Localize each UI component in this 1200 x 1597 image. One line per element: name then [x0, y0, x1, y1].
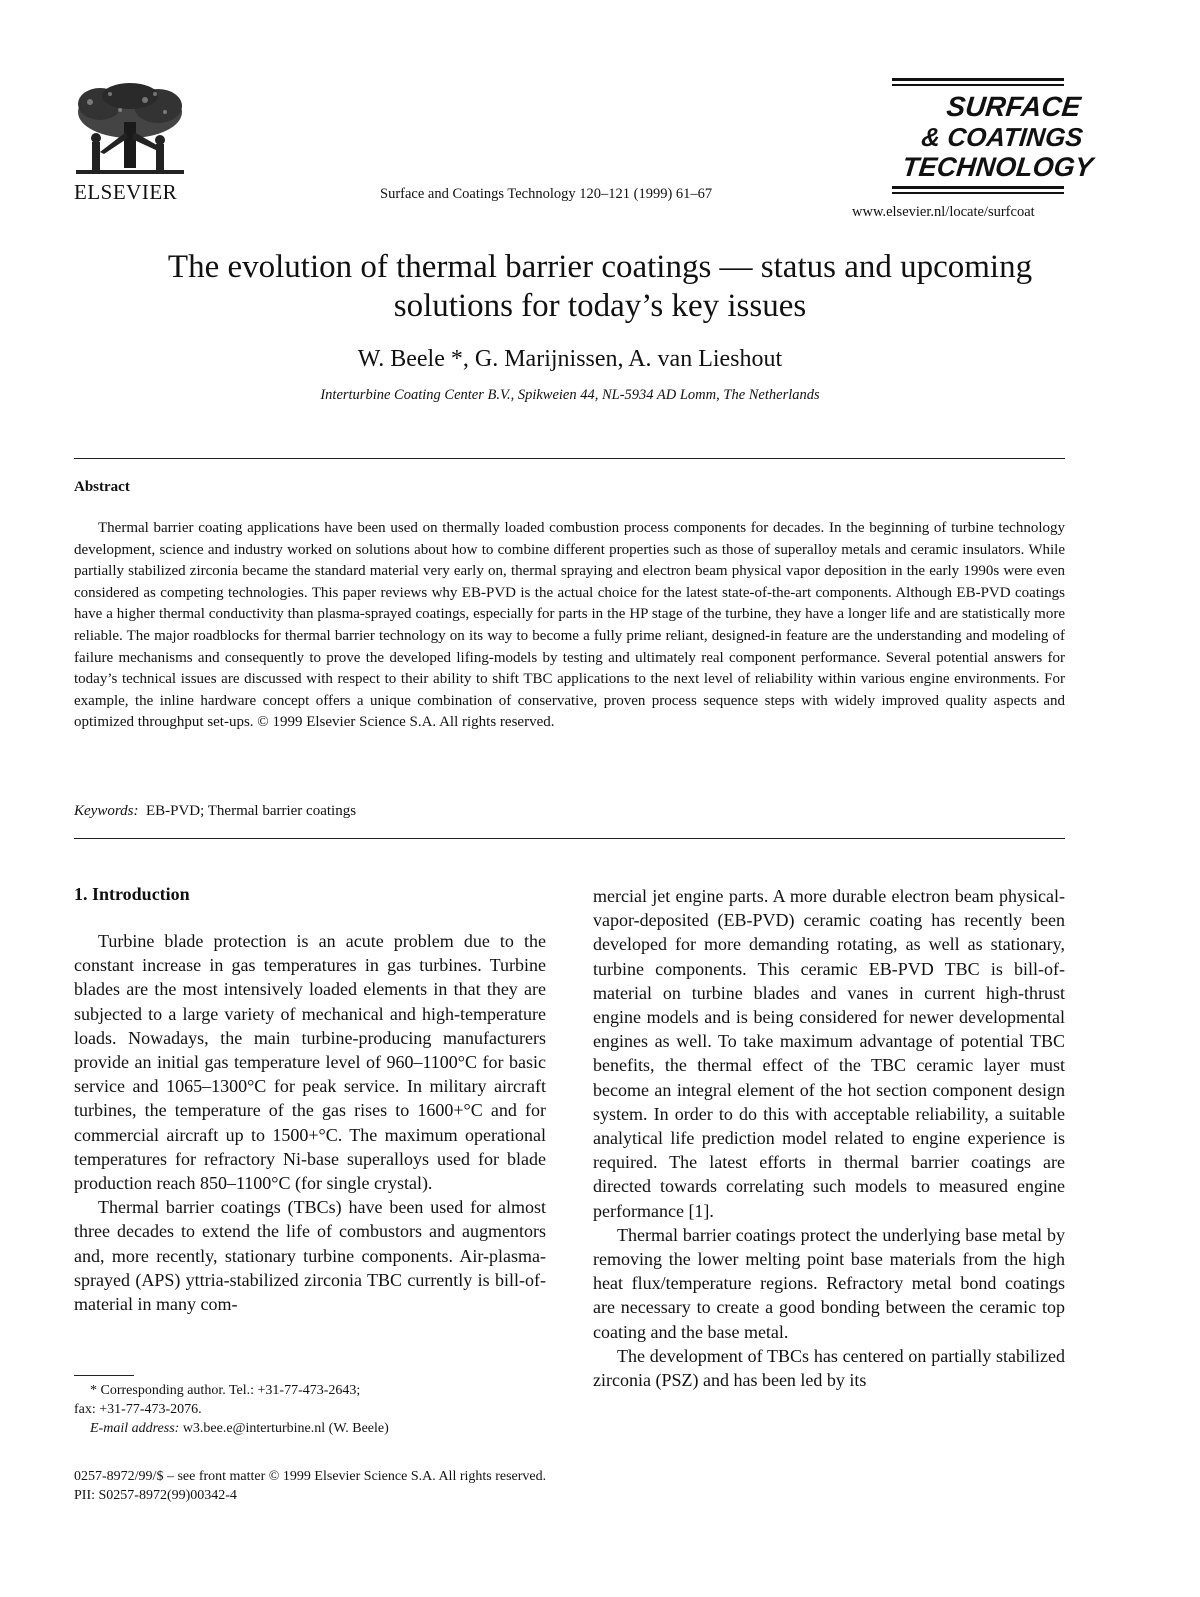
abstract-heading: Abstract — [74, 479, 130, 495]
author-list: W. Beele *, G. Marijnissen, A. van Lieshout — [357, 346, 783, 372]
abstract-body: Thermal barrier coating applications have been used on thermally loaded combustion process components for decades. In the beginning of turbine technology development, science and industry worked on solutions about how to combine different properties such as those of superalloy metals and ceramic insulators. While partially stabilized zirconia became the standard material very early on, thermal spraying and electron beam physical vapor deposition in the early 1990s were even considered as competing technologies. This paper reviews why EB-PVD is the actual choice for the latest state-of-the-art components. Although EB-PVD coatings have a higher thermal conductivity than plasma-sprayed coatings, especially for parts in the HP stage of the turbine, they have a longer life and are statistically more reliable. The major roadblocks for thermal barrier technology on its way to become a fully prime reliant, designed-in feature are the understanding and modeling of failure mechanisms and consequently to prove the developed lifing-models by testing and ultimately real component performance. Several potential answers for today’s technical issues are discussed with respect to their ability to shift TBC applications to the next level of reliability within various engine environments. For example, the inline hardware concept offers a unique combination of conservative, proven process sequence steps with widely improved quality aspects and optimized throughput set-ups. © 1999 Elsevier Science S.A. All rights reserved. — [74, 520, 1065, 731]
body-column-left — [74, 929, 546, 1316]
paragraph: Thermal barrier coatings protect the underlying base metal by removing the lower melting point base materials from the high heat flux/temperature regions. Refractory metal bond coatings are necessary to create a good bonding between the ceramic top coating and the base metal. — [593, 1224, 1065, 1342]
keywords-value: EB-PVD; Thermal barrier coatings — [145, 803, 357, 819]
article-title — [60, 248, 1140, 326]
footnote-fax: fax: +31-77-473-2076. — [74, 1402, 202, 1417]
corresponding-author-footnote — [74, 1381, 546, 1438]
copyright-line: 0257-8972/99/$ – see front matter © 1999 Elsevier Science S.A. All rights reserved. — [74, 1469, 547, 1484]
journal-logo — [890, 76, 1095, 198]
keywords-label: Keywords: — [74, 803, 139, 819]
section-heading-introduction: 1. Introduction — [74, 884, 190, 904]
front-matter — [74, 1467, 546, 1505]
pii-line: PII: S0257-8972(99)00342-4 — [74, 1488, 237, 1503]
abstract-bottom-rule — [74, 838, 1065, 839]
paragraph: The development of TBCs has centered on partially stabilized zirconia (PSZ) and has been led by its — [593, 1345, 1065, 1391]
abstract-top-rule — [74, 458, 1065, 459]
author-affiliation: Interturbine Coating Center B.V., Spikweien 44, NL-5934 AD Lomm, The Netherlands — [320, 387, 820, 403]
email-value[interactable]: w3.bee.e@interturbine.nl (W. Beele) — [182, 1421, 389, 1436]
paragraph: mercial jet engine parts. A more durable electron beam physical-vapor-deposited (EB-PVD) ceramic coating has recently been developed for more demanding rotating, as well as stationary, turbine components. This ceramic EB-PVD TBC is bill-of-material on turbine blades and vanes in current high-thrust engine models and is being considered for newer developmental engines as well. To take maximum advantage of potential TBC benefits, the thermal effect of the TBC ceramic layer must become an integral element of the hot section component design system. In order to do this with acceptable reliability, a suitable analytical life prediction model related to engine experience is required. The latest efforts in thermal barrier coatings are directed towards correlating such models to measured engine performance [1]. — [593, 886, 1065, 1221]
article-title-line-2: solutions for today’s key issues — [393, 288, 807, 324]
svg-text:TECHNOLOGY: TECHNOLOGY — [900, 151, 1095, 182]
svg-text:& COATINGS: & COATINGS — [920, 122, 1085, 152]
footnote-rule — [74, 1375, 134, 1376]
journal-reference: Surface and Coatings Technology 120–121 (1999) 61–67 — [380, 186, 713, 202]
footnote-phone: * Corresponding author. Tel.: +31-77-473-2643; — [90, 1383, 361, 1398]
paragraph: Turbine blade protection is an acute problem due to the constant increase in gas temperatures in gas turbines. Turbine blades are the most intensively loaded elements in that they are subjected to a large variety of mechanical and high-temperature loads. Nowadays, the main turbine-producing manufacturers provide an initial gas temperature level of 960–1100°C for basic service and 1065–1300°C for peak service. In military aircraft turbines, the temperature of the gas rises to 1600+°C and for commercial aircraft up to 1500+°C. The maximum operational temperatures for refractory Ni-base superalloys used for blade production reach 850–1100°C (for single crystal). — [74, 931, 546, 1194]
footnote-email — [74, 1419, 546, 1438]
paragraph: Thermal barrier coatings (TBCs) have been used for almost three decades to extend the life of combustors and augmentors and, more recently, stationary turbine components. Air-plasma-sprayed (APS) yttria-stabilized zirconia TBC currently is bill-of-material in many com- — [74, 1197, 546, 1315]
body-column-right — [593, 884, 1065, 1392]
publisher-name: ELSEVIER — [74, 180, 178, 204]
email-label: E-mail address: — [90, 1421, 180, 1436]
svg-text:SURFACE: SURFACE — [945, 91, 1083, 122]
keywords — [74, 803, 356, 820]
journal-url[interactable]: www.elsevier.nl/locate/surfcoat — [852, 204, 1035, 220]
article-title-line-1: The evolution of thermal barrier coatings — status and upcoming — [167, 249, 1033, 285]
